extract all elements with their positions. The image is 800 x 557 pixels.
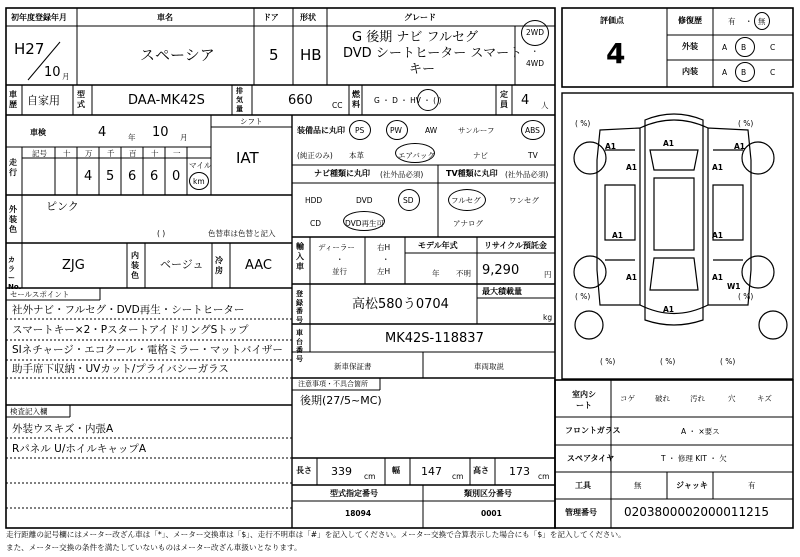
ac-value: AAC bbox=[245, 258, 272, 273]
repair-yes: 有 bbox=[728, 17, 736, 26]
shape-value: HB bbox=[300, 46, 322, 64]
door-value: 5 bbox=[269, 46, 279, 64]
sales-points-label: セールスポイント bbox=[10, 290, 70, 299]
import-dot: ・ bbox=[336, 255, 344, 264]
spare-label: スペアタイヤ bbox=[567, 454, 615, 463]
capacity-label: 定員 bbox=[500, 90, 508, 109]
notes-label: 注意事項・不具合箇所 bbox=[298, 380, 368, 388]
class-number-label: 類別区分番号 bbox=[464, 489, 512, 498]
fuel-hv-circle bbox=[417, 89, 439, 111]
digit-1: 4 bbox=[84, 169, 93, 184]
digit-5: 0 bbox=[172, 169, 181, 184]
type-number-label: 型式指定番号 bbox=[330, 489, 378, 498]
first-reg-month-unit: 月 bbox=[62, 72, 70, 81]
navi-cd: CD bbox=[310, 219, 322, 228]
equip-ps: PS bbox=[355, 126, 365, 135]
equip-tv: TV bbox=[528, 151, 538, 160]
exterior-b: B bbox=[741, 43, 747, 52]
new-car-warranty: 新車保証書 bbox=[334, 362, 372, 371]
import-label: 輸入車 bbox=[296, 242, 304, 271]
interior-label: 内装 bbox=[682, 67, 698, 76]
interior-c: C bbox=[770, 68, 776, 77]
color-paren: ( ) bbox=[157, 229, 166, 238]
height-label: 高さ bbox=[473, 466, 489, 475]
navi-hdd: HDD bbox=[305, 196, 323, 205]
diagram-paren-2: ( %) bbox=[738, 119, 754, 128]
digit-label-5: 一 bbox=[173, 149, 181, 158]
inspection-label: 車検 bbox=[30, 128, 46, 137]
interior-b: B bbox=[741, 68, 747, 77]
repair-label: 修復歴 bbox=[678, 16, 702, 25]
damage-mark-r1: A1 bbox=[712, 163, 724, 172]
km-label: km bbox=[193, 177, 205, 186]
notes-value: 後期(27/5~MC) bbox=[300, 394, 382, 407]
exterior-c: C bbox=[770, 43, 776, 52]
model-year-unit: 年 bbox=[432, 269, 440, 278]
import-dot-2: ・ bbox=[382, 255, 390, 264]
width-value: 147 bbox=[421, 465, 442, 478]
inspection-year: 4 bbox=[98, 125, 107, 140]
color-no-value: ZJG bbox=[62, 258, 85, 273]
sales-point-1: 社外ナビ・フルセグ・DVD再生・シートヒーター bbox=[12, 304, 245, 316]
digit-3: 6 bbox=[128, 169, 137, 184]
registration-label: 登録番号 bbox=[296, 290, 303, 324]
first-reg-month: 10 bbox=[44, 65, 61, 80]
ac-label: 冷房 bbox=[215, 256, 223, 275]
tv-note: (社外品必須) bbox=[505, 170, 549, 179]
digit-label-4: 十 bbox=[151, 149, 159, 158]
chassis-value: MK42S-118837 bbox=[385, 331, 484, 346]
inspector-label: 検査記入欄 bbox=[10, 407, 48, 416]
damage-mark-l1: A1 bbox=[626, 163, 638, 172]
interior-a: A bbox=[722, 68, 728, 77]
mgmt-value: 0203800002000011215 bbox=[624, 505, 770, 519]
inspection-month: 10 bbox=[152, 125, 169, 140]
displacement-label: 排気量 bbox=[236, 87, 243, 113]
use-value: 自家用 bbox=[27, 94, 60, 107]
sales-point-3: SIネチャージ・エコクール・電格ミラー・マットバイザー bbox=[12, 344, 283, 356]
seat-option-hole: 穴 bbox=[728, 394, 736, 403]
mile-label: マイル bbox=[189, 161, 212, 170]
footer-line-1: 走行距離の記号欄にはメーター改ざん車は「*」、メーター交換車は「$」、走行不明車は「#」を記入してください。メーター交換で合算表示した場合にも「$」を記入してください。 bbox=[6, 530, 626, 539]
height-value: 173 bbox=[509, 465, 530, 478]
class-number-value: 0001 bbox=[481, 509, 502, 518]
max-load-label: 最大積載量 bbox=[482, 287, 522, 296]
grade-line-1: G 後期 ナビ フルセグ bbox=[352, 30, 478, 45]
grade-line-3: キー bbox=[409, 62, 436, 77]
import-dealer: ディーラー bbox=[318, 243, 355, 252]
damage-mark-front: A1 bbox=[663, 139, 675, 148]
inspector-line-2: Rパネル U/ホイルキャップA bbox=[12, 443, 147, 455]
height-unit: cm bbox=[538, 472, 550, 481]
diagram-paren-1: ( %) bbox=[575, 119, 591, 128]
shape-label: 形状 bbox=[300, 13, 316, 22]
diagram-paren-5: ( %) bbox=[600, 357, 616, 366]
color-no-label: カラーNo. bbox=[8, 256, 22, 291]
diagram-paren-6: ( %) bbox=[660, 357, 676, 366]
damage-mark-rf: A1 bbox=[734, 142, 746, 151]
glass-label: フロントガラス bbox=[565, 426, 621, 435]
grade-label: グレード bbox=[404, 13, 436, 22]
shift-label: シフト bbox=[240, 117, 263, 126]
color-value: ピンク bbox=[46, 200, 79, 213]
navi-note: (社外品必須) bbox=[380, 170, 424, 179]
damage-mark-r2: A1 bbox=[712, 231, 724, 240]
exterior-a: A bbox=[722, 43, 728, 52]
seat-option-burn: コゲ bbox=[620, 394, 635, 403]
recycle-unit: 円 bbox=[544, 270, 552, 279]
digit-label-2: 千 bbox=[107, 149, 115, 158]
first-reg-label: 初年度登録年月 bbox=[11, 13, 67, 22]
door-label: ドア bbox=[263, 13, 279, 22]
use-label: 車歴 bbox=[9, 90, 17, 109]
mileage-code-label: 記号 bbox=[32, 149, 47, 158]
exterior-label: 外装 bbox=[682, 42, 698, 51]
import-left: 左H bbox=[377, 267, 391, 276]
equipment-subtitle: (純正のみ) bbox=[297, 151, 333, 160]
seat-label: 室内シート bbox=[572, 390, 596, 410]
diagram-paren-7: ( %) bbox=[720, 357, 736, 366]
digit-2: 5 bbox=[106, 169, 115, 184]
model-value: DAA-MK42S bbox=[128, 93, 205, 108]
damage-mark-rear: A1 bbox=[663, 305, 675, 314]
tool-value: 無 bbox=[634, 481, 642, 490]
equip-navi: ナビ bbox=[473, 151, 488, 160]
import-parallel: 並行 bbox=[332, 267, 347, 276]
digit-label-3: 百 bbox=[129, 149, 137, 158]
diagram-paren-4: ( %) bbox=[738, 292, 754, 301]
repair-no: 無 bbox=[758, 17, 766, 26]
length-label: 長さ bbox=[296, 466, 312, 475]
length-unit: cm bbox=[364, 472, 376, 481]
first-reg-year: H27 bbox=[14, 40, 45, 58]
damage-mark-l2: A1 bbox=[612, 231, 624, 240]
capacity-value: 4 bbox=[521, 93, 530, 108]
import-right: 右H bbox=[377, 243, 391, 252]
digit-label-0: 十 bbox=[63, 149, 71, 158]
equip-sunroof: サンルーフ bbox=[458, 126, 495, 135]
grade-line-2: DVD シートヒーター スマート bbox=[343, 46, 523, 61]
sales-point-2: スマートキー×2・PスタートアイドリングSトップ bbox=[12, 324, 249, 336]
equip-abs: ABS bbox=[525, 126, 540, 135]
seat-option-tear: 破れ bbox=[655, 394, 670, 403]
navi-title: ナビ種類に丸印 bbox=[314, 169, 370, 178]
model-label: 型式 bbox=[77, 90, 85, 109]
mgmt-label: 管理番号 bbox=[565, 508, 597, 517]
inspector-line-1: 外装ウスキズ・内張A bbox=[12, 423, 114, 435]
jack-label: ジャッキ bbox=[676, 481, 708, 490]
tv-fullseg: フルセグ bbox=[451, 196, 481, 205]
jack-value: 有 bbox=[748, 481, 756, 490]
width-unit: cm bbox=[452, 472, 464, 481]
chassis-label: 車台番号 bbox=[296, 329, 303, 363]
digit-label-1: 万 bbox=[85, 149, 93, 158]
interior-color-value: ベージュ bbox=[160, 258, 204, 271]
inspection-month-unit: 月 bbox=[180, 133, 188, 142]
model-year-label: モデル年式 bbox=[418, 241, 458, 250]
car-name-label: 車名 bbox=[157, 13, 173, 22]
damage-mark-wheel: W1 bbox=[727, 282, 741, 291]
repair-dot: ・ bbox=[745, 17, 753, 26]
car-name-value: スペーシア bbox=[140, 46, 215, 64]
recycle-label: リサイクル預託金 bbox=[484, 241, 547, 250]
navi-dvd-play: DVD再生可 bbox=[345, 219, 385, 228]
tv-analog: アナログ bbox=[453, 219, 483, 228]
footer-line-2: また、メーター交換の条件を満たしていないものはメーター改ざん車扱いとなります。 bbox=[6, 543, 302, 552]
vehicle-manual: 車両取説 bbox=[474, 362, 504, 371]
width-label: 幅 bbox=[392, 466, 400, 475]
sales-point-4: 助手席下収納・UVカット/プライバシーガラス bbox=[12, 363, 229, 375]
inspection-year-unit: 年 bbox=[128, 133, 136, 142]
displacement-unit: CC bbox=[332, 101, 343, 110]
tv-title: TV種類に丸印 bbox=[446, 169, 498, 178]
registration-value: 高松580う0704 bbox=[352, 297, 449, 312]
equipment-title: 装備品に丸印 bbox=[297, 126, 345, 135]
fuel-options: G ・ D ・ HV ・ ( ) bbox=[374, 96, 442, 105]
tool-label: 工具 bbox=[575, 481, 591, 490]
digit-4: 6 bbox=[150, 169, 159, 184]
navi-sd: SD bbox=[403, 196, 414, 205]
recycle-value: 9,290 bbox=[482, 263, 520, 278]
drive-2wd: 2WD bbox=[526, 28, 544, 37]
glass-options: A ・ ×要ス bbox=[681, 427, 720, 436]
color-label: 外装色 bbox=[9, 205, 17, 234]
max-load-unit: kg bbox=[543, 313, 553, 322]
spare-options: T ・ 修理 KIT ・ 欠 bbox=[661, 454, 727, 463]
drive-dot: ・ bbox=[531, 47, 539, 56]
score-value: 4 bbox=[606, 37, 626, 70]
seat-option-stain: 汚れ bbox=[690, 394, 705, 403]
tv-oneseg: ワンセグ bbox=[509, 196, 539, 205]
capacity-unit: 人 bbox=[541, 101, 549, 110]
score-label: 評価点 bbox=[600, 16, 624, 25]
damage-mark-lf: A1 bbox=[605, 142, 617, 151]
equip-leather: 本革 bbox=[349, 151, 364, 160]
equip-aw: AW bbox=[425, 126, 438, 135]
damage-mark-l3: A1 bbox=[626, 273, 638, 282]
displacement-value: 660 bbox=[288, 93, 313, 108]
type-number-value: 18094 bbox=[345, 509, 372, 518]
seat-option-scratch: キズ bbox=[757, 394, 772, 403]
length-value: 339 bbox=[331, 465, 352, 478]
drive-4wd: 4WD bbox=[526, 59, 544, 68]
equip-airbag: エアバック bbox=[398, 151, 435, 160]
interior-color-label: 内装色 bbox=[131, 251, 139, 280]
color-change-note: 色替車は色替と記入 bbox=[208, 229, 276, 238]
model-year-unknown: 不明 bbox=[456, 269, 471, 278]
equip-pw: PW bbox=[390, 126, 402, 135]
damage-mark-r3: A1 bbox=[712, 273, 724, 282]
mileage-label: 走行 bbox=[9, 158, 17, 177]
fuel-label: 燃料 bbox=[352, 90, 360, 109]
shift-value: IAT bbox=[236, 149, 259, 167]
diagram-paren-3: ( %) bbox=[575, 292, 591, 301]
navi-dvd: DVD bbox=[356, 196, 373, 205]
